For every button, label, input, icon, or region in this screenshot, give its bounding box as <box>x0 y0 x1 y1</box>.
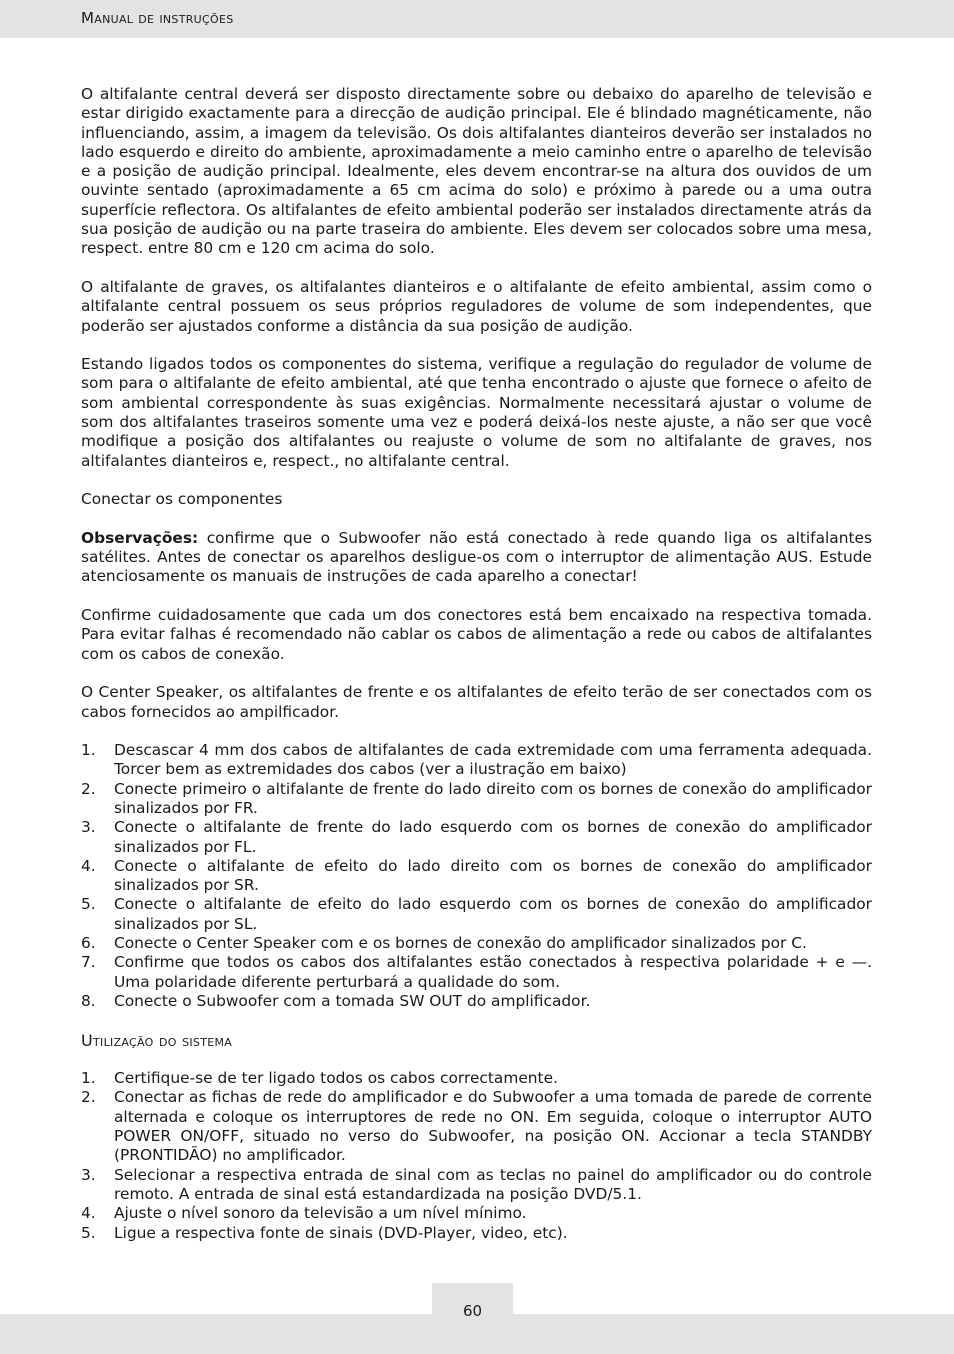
list-item-text: Conecte o altifalante de efeito do lado esquerdo com os bornes de conexão do amplificador sinalizados por SL. <box>114 895 872 933</box>
list-item-text: Conecte o Center Speaker com e os bornes de conexão do amplificador sinalizados por C. <box>114 934 807 953</box>
list-item-text: Confirme que todos os cabos dos altifalantes estão conectados à respectiva polaridade + e —. Uma polaridade diferente perturbará a qualidade do som. <box>114 953 872 991</box>
paragraph-center-speaker: O Center Speaker, os altifalantes de frente e os altifalantes de efeito terão de ser conectados com os cabos fornecidos ao ampilficador. <box>81 683 872 721</box>
list-item <box>81 1204 872 1223</box>
paragraph-speaker-placement: O altifalante central deverá ser disposto directamente sobre ou debaixo do aparelho de televisão e estar dirigido exactamente para a direcção de audição principal. Ele é blindado magnéticamente, não influenciando, assim, a imagem da televisão. Os dois altifalantes dianteiros deverão ser instalados no lado esquerdo e direito do ambiente, aproximadamente a meio caminho entre o aparelho de televisão e a posição de audição principal. Idealmente, eles devem encontrar-se na altura dos ouvidos de um ouvinte sentado (aproximadamente a 65 cm acima do solo) e próximo à parede ou a uma outra superfície reflectora. Os altifalantes de efeito ambiental poderão ser instalados directamente atrás da sua posição de audição ou na parte traseira do ambiente. Eles devem ser colocados sobre uma mesa, respect. entre 80 cm e 120 cm acima do solo. <box>81 85 872 258</box>
list-item <box>81 818 872 857</box>
connect-heading: Conectar os componentes <box>81 490 283 509</box>
list-item-text: Conecte o Subwoofer com a tomada SW OUT do amplificador. <box>114 991 591 1010</box>
list-item-text: Conectar as fichas de rede do amplificador e do Subwoofer a uma tomada de parede de corrente alternada e coloque os interruptores de rede no ON. Em seguida, coloque o interruptor AUTO POWER ON/OFF, situado no verso do Subwoofer, na posição ON. Accionar a tecla STANDBY (PRONTIDÃO) no amplificador. <box>114 1088 872 1165</box>
list-item-number: 5. <box>81 895 96 914</box>
header-band <box>0 0 954 38</box>
list-item-number: 4. <box>81 1204 96 1223</box>
list-item <box>81 1224 872 1243</box>
list-item <box>81 1166 872 1205</box>
paragraph-connector-check: Confirme cuidadosamente que cada um dos conectores está bem encaixado na respectiva tomada. Para evitar falhas é recomendado não cablar os cabos de alimentação a rede ou cabos de altifalantes com os cabos de conexão. <box>81 606 872 663</box>
list-item-text: Certifique-se de ter ligado todos os cabos correctamente. <box>114 1069 558 1088</box>
usage-steps-list <box>81 1069 872 1243</box>
list-item-text: Selecionar a respectiva entrada de sinal com as teclas no painel do amplificador ou do controle remoto. A entrada de sinal está estandardizada na posição DVD/5.1. <box>114 1165 872 1203</box>
list-item-number: 1. <box>81 1069 96 1088</box>
list-item-text: Descascar 4 mm dos cabos de altifalantes de cada extremidade com uma ferramenta adequada. Torcer bem as extremidades dos cabos (ver a ilustração em baixo) <box>114 741 872 779</box>
list-item <box>81 857 872 896</box>
usage-section-title: Utilização do sistema <box>81 1030 233 1050</box>
list-item-number: 2. <box>81 779 96 798</box>
list-item-text: Conecte o altifalante de efeito do lado direito com os bornes de conexão do amplificador sinalizados por SR. <box>114 856 872 895</box>
list-item <box>81 992 872 1011</box>
list-item-number: 2. <box>81 1088 96 1107</box>
list-item-number: 5. <box>81 1223 96 1242</box>
list-item-number: 4. <box>81 856 96 875</box>
list-item <box>81 953 872 992</box>
list-item-text: Conecte primeiro o altifalante de frente do lado direito com os bornes de conexão do amplificador sinalizados por FR. <box>114 779 872 817</box>
list-item <box>81 780 872 819</box>
list-item-number: 6. <box>81 934 96 953</box>
page-content <box>81 85 872 1262</box>
list-item-number: 8. <box>81 991 96 1010</box>
note-text: confirme que o Subwoofer não está conectado à rede quando liga os altifalantes satélites. Antes de conectar os aparelhos desligue-os com o interruptor de alimentação AUS. Estude atenciosamente os manuais de instruções de cada aparelho a conectar! <box>81 528 872 586</box>
list-item <box>81 895 872 934</box>
page-number-tab <box>432 1283 513 1323</box>
list-item-number: 7. <box>81 953 96 972</box>
list-item <box>81 934 872 953</box>
list-item-number: 3. <box>81 1165 96 1184</box>
note-label: Observações: <box>81 528 199 547</box>
list-item <box>81 1088 872 1165</box>
list-item <box>81 1069 872 1088</box>
list-item-number: 1. <box>81 741 96 760</box>
paragraph-surround-adjustment: Estando ligados todos os componentes do sistema, verifique a regulação do regulador de volume de som para o altifalante de efeito ambiental, até que tenha encontrado o ajuste que fornece o afeito de som ambiental correspondente às suas exigências. Normalmente necessitará ajustar o volume de som dos altifalantes traseiros somente uma vez e poderá deixá-los neste ajuste, a não ser que você modifique a posição dos altifalantes ou reajuste o volume de som no altifalante de graves, nos altifalantes dianteiros e, respect., no altifalante central. <box>81 355 872 470</box>
list-item-number: 3. <box>81 818 96 837</box>
connect-steps-list <box>81 741 872 1011</box>
paragraph-volume-regulators: O altifalante de graves, os altifalantes dianteiros e o altifalante de efeito ambiental, assim como o altifalante central possuem os seus próprios reguladores de volume de som independentes, que poderão ser ajustados conforme a distância da sua posição de audição. <box>81 277 872 335</box>
page-number: 60 <box>462 1302 483 1320</box>
list-item-text: Conecte o altifalante de frente do lado esquerdo com os bornes de conexão do amplificador sinalizados por FL. <box>114 818 872 856</box>
paragraph-note <box>81 529 872 587</box>
list-item-text: Ajuste o nível sonoro da televisão a um nível mínimo. <box>114 1204 527 1223</box>
list-item-text: Ligue a respectiva fonte de sinais (DVD-Player, video, etc). <box>114 1223 568 1242</box>
list-item <box>81 741 872 780</box>
page-header-title: Manual de instruções <box>81 9 234 27</box>
